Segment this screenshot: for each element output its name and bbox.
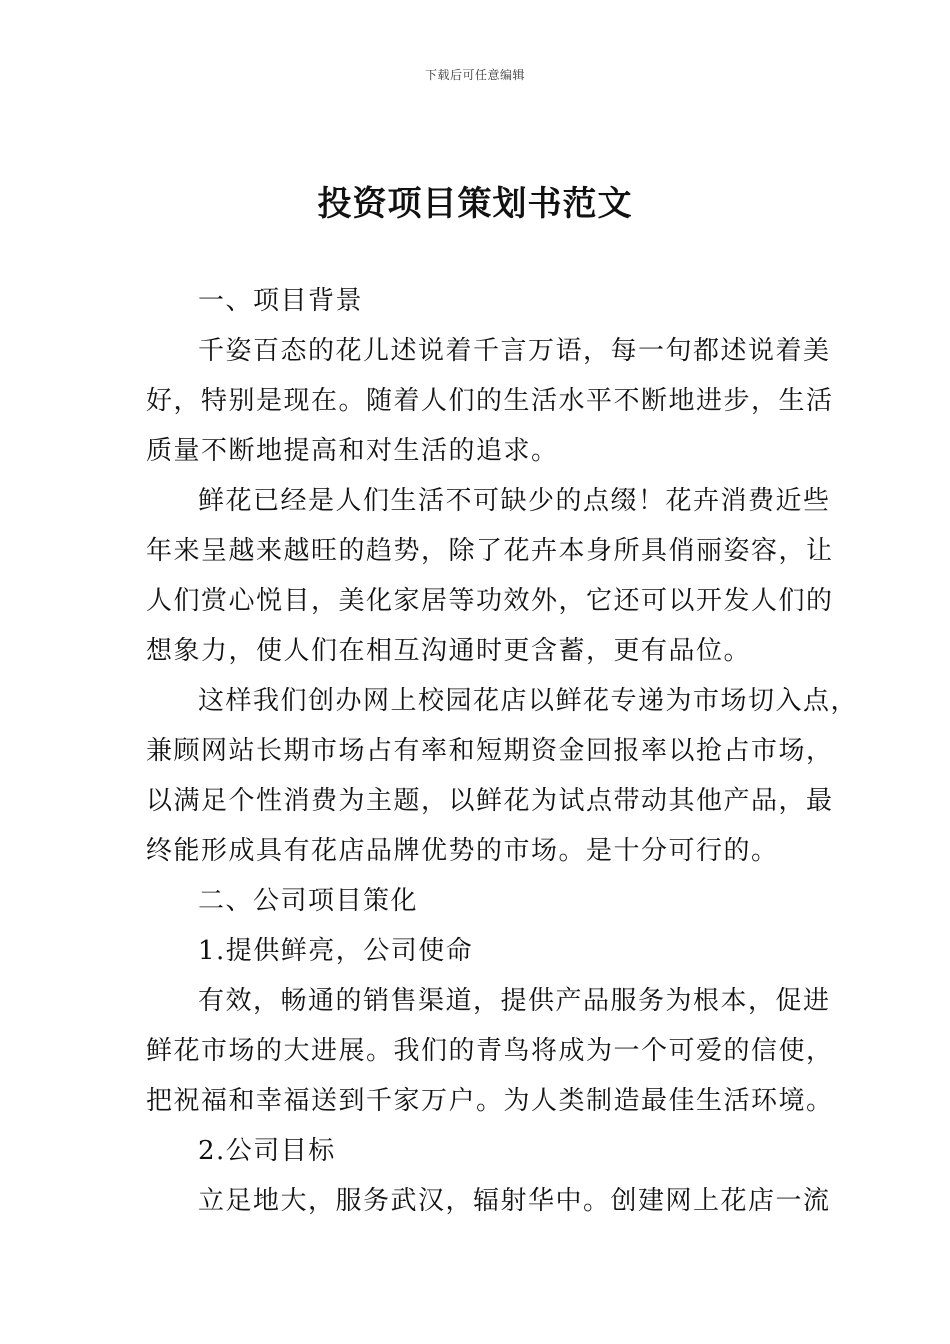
- paragraph-line: 好，特别是现在。随着人们的生活水平不断地进步，生活: [146, 386, 834, 416]
- paragraph-line: 千姿百态的花儿述说着千言万语，每一句都述说着美: [198, 336, 831, 366]
- paragraph-line: 兼顾网站长期市场占有率和短期资金回报率以抢占市场，: [146, 736, 834, 766]
- paragraph-line: 鲜花市场的大进展。我们的青鸟将成为一个可爱的信使，: [146, 1036, 834, 1066]
- paragraph-line: 质量不断地提高和对生活的追求。: [146, 436, 559, 466]
- paragraph-line: 想象力，使人们在相互沟通时更含蓄，更有品位。: [146, 636, 752, 666]
- paragraph-line: 鲜花已经是人们生活不可缺少的点缀！花卉消费近些: [198, 486, 831, 516]
- paragraph-line: 把祝福和幸福送到千家万户。为人类制造最佳生活环境。: [146, 1086, 834, 1116]
- paragraph-line: 立足地大，服务武汉，辐射华中。创建网上花店一流: [198, 1186, 831, 1216]
- subsection-heading-mission: 1.提供鲜亮，公司使命: [198, 936, 474, 966]
- paragraph-line: 以满足个性消费为主题，以鲜花为试点带动其他产品，最: [146, 786, 834, 816]
- document-body: [146, 276, 859, 1226]
- paragraph-line: 这样我们创办网上校园花店以鲜花专递为市场切入点，: [198, 686, 859, 716]
- section-heading-project-background: 一、项目背景: [198, 286, 364, 316]
- document-title: 投资项目策划书范文: [317, 184, 633, 224]
- paragraph-line: 有效，畅通的销售渠道，提供产品服务为根本，促进: [198, 986, 831, 1016]
- paragraph-line: 人们赏心悦目，美化家居等功效外，它还可以开发人们的: [146, 586, 834, 616]
- subsection-heading-goals: 2.公司目标: [198, 1136, 336, 1166]
- header-note: 下载后可任意编辑: [424, 68, 525, 82]
- paragraph-line: 终能形成具有花店品牌优势的市场。是十分可行的。: [146, 836, 779, 866]
- paragraph-line: 年来呈越来越旺的趋势，除了花卉本身所具俏丽姿容，让: [146, 536, 834, 566]
- section-heading-company-plan: 二、公司项目策化: [198, 886, 419, 916]
